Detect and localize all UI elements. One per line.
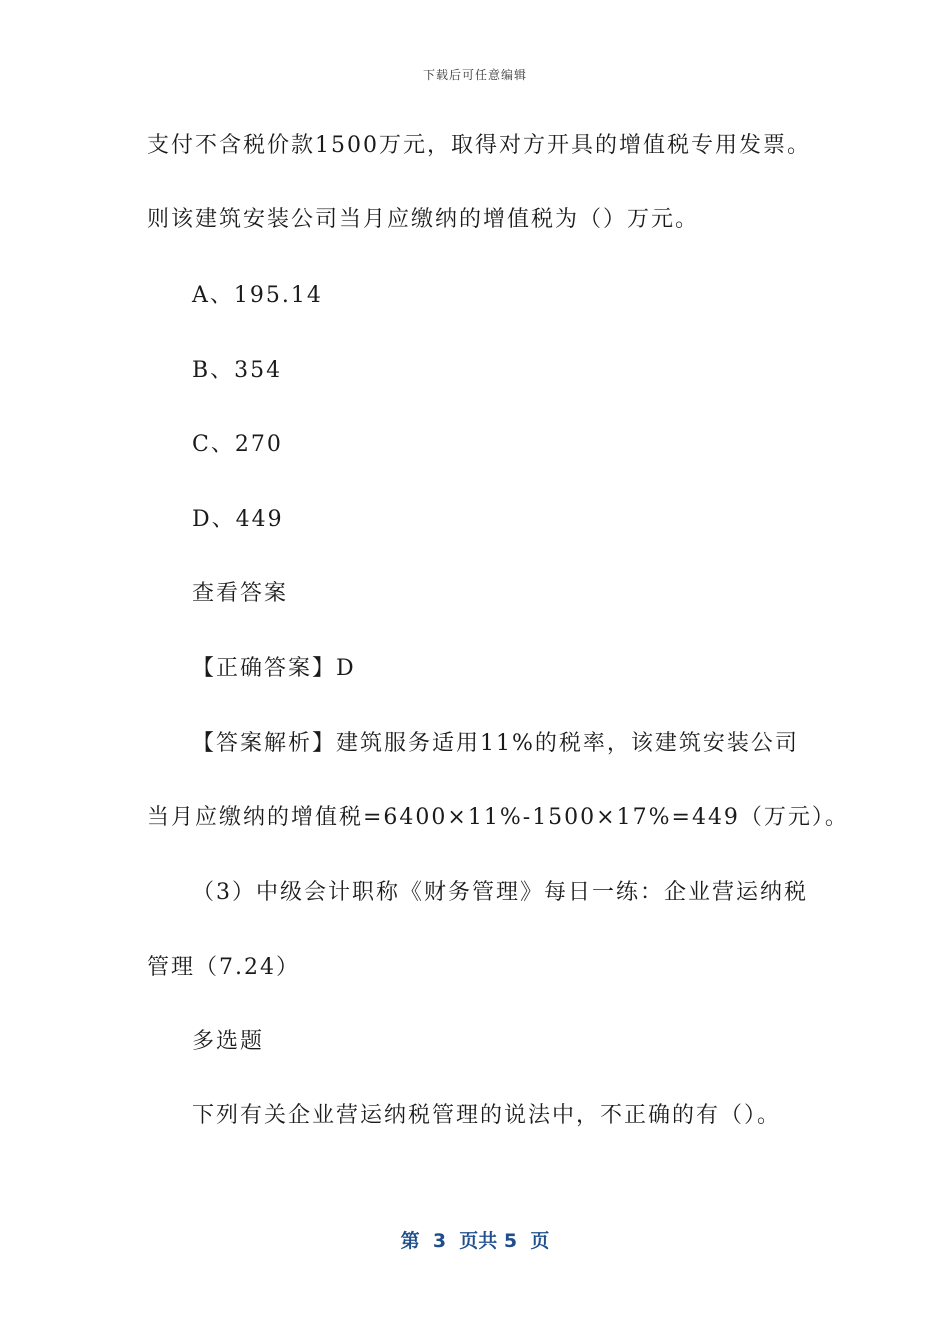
answer-analysis-line-2: 当月应缴纳的增值税=6400×11%-1500×17%=449（万元）。	[147, 805, 849, 830]
question-type: 多选题	[192, 1029, 265, 1054]
view-answer-link[interactable]: 查看答案	[192, 581, 289, 606]
section-title-line-1: （3）中级会计职称《财务管理》每日一练：企业营运纳税	[192, 880, 808, 905]
section-title-line-2: 管理（7.24）	[147, 955, 300, 980]
body-line-1: 支付不含税价款1500万元，取得对方开具的增值税专用发票。	[147, 133, 811, 158]
option-a: A、195.14	[192, 283, 323, 308]
page-number: 第 3 页共 5 页	[400, 1230, 550, 1252]
body-line-2: 则该建筑安装公司当月应缴纳的增值税为（）万元。	[147, 207, 700, 232]
option-b: B、354	[192, 358, 283, 383]
question-text: 下列有关企业营运纳税管理的说法中，不正确的有（）。	[192, 1103, 782, 1128]
header-note: 下载后可任意编辑	[422, 68, 527, 82]
correct-answer: 【正确答案】D	[192, 656, 356, 681]
option-d: D、449	[192, 507, 284, 532]
option-c: C、270	[192, 432, 283, 457]
answer-analysis-line-1: 【答案解析】建筑服务适用11%的税率，该建筑安装公司	[192, 731, 799, 756]
